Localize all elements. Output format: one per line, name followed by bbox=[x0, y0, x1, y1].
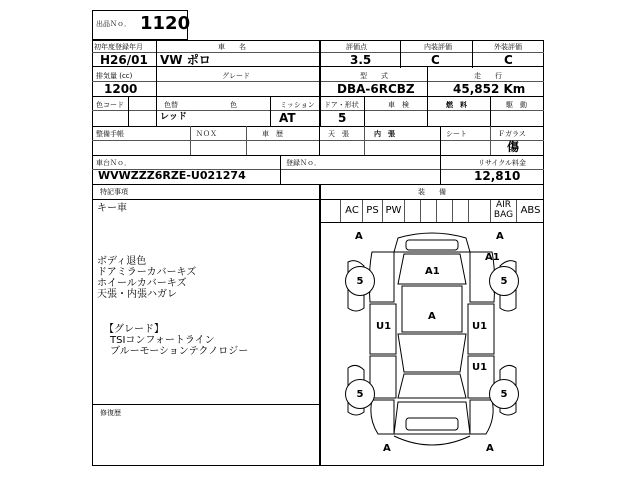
registration-label: 登録Ｎｏ． bbox=[286, 159, 321, 167]
mission: AT bbox=[279, 111, 296, 125]
mark-a-front-left: A bbox=[355, 231, 363, 242]
reg-year: H26/01 bbox=[100, 53, 148, 67]
grade-line: TSIコンフォートライン bbox=[110, 335, 215, 346]
grade-line: 【グレード】 bbox=[104, 324, 164, 335]
car-diagram bbox=[320, 222, 544, 466]
car-name: VW ポロ bbox=[160, 53, 211, 67]
lot-label: 出品Ｎｏ． bbox=[96, 20, 131, 28]
displacement-label: 排気量 (cc) bbox=[96, 72, 133, 80]
inspection-label: 車 検 bbox=[388, 101, 409, 109]
exterior-label: 外装評価 bbox=[494, 43, 522, 51]
tire-rear-left: 5 bbox=[345, 379, 375, 409]
equip-pw: PW bbox=[385, 205, 402, 216]
tire-front-right: 5 bbox=[489, 266, 519, 296]
equip-ps: PS bbox=[366, 205, 379, 216]
condition-line: ホイールカバーキズ bbox=[97, 278, 187, 289]
condition-line: ボディ退色 bbox=[97, 256, 147, 267]
color-label: 色 bbox=[230, 101, 237, 109]
mark-a-rear-left: A bbox=[383, 443, 391, 454]
recycle-label: リサイクル料金 bbox=[478, 159, 527, 167]
mark-a-center: A bbox=[428, 311, 436, 322]
lot-number: 1120 bbox=[140, 13, 191, 34]
mission-label: ミッション bbox=[280, 101, 315, 109]
repair-history-label: 修復歴 bbox=[100, 409, 121, 417]
mark-a-front-right: A bbox=[496, 231, 504, 242]
interior-grade: C bbox=[431, 53, 440, 67]
reg-year-label: 初年度登録年月 bbox=[94, 43, 143, 51]
vin-label: 車台Ｎｏ． bbox=[96, 159, 131, 167]
equip-abs: ABS bbox=[520, 205, 541, 216]
drive-label: 駆 動 bbox=[506, 101, 527, 109]
mark-u1-left: U1 bbox=[376, 321, 392, 332]
glass-label: Ｆガラス bbox=[498, 130, 526, 138]
condition-line: 天張・内張ハガレ bbox=[97, 289, 177, 300]
mark-a1-roof: A1 bbox=[425, 266, 440, 277]
fuel-label: 燃 料 bbox=[446, 101, 467, 109]
manual-label: 整備手帳 bbox=[96, 130, 124, 138]
mark-a1-right: A1 bbox=[485, 252, 500, 263]
tire-front-left: 5 bbox=[345, 266, 375, 296]
glass-value: 傷 bbox=[507, 140, 520, 154]
condition-line: ドアミラーカバーキズ bbox=[97, 267, 197, 278]
color-code-label: 色コード bbox=[96, 101, 124, 109]
seat-label: シート bbox=[446, 130, 467, 138]
model-code: DBA-6RCBZ bbox=[337, 82, 415, 96]
recycle-fee: 12,810 bbox=[474, 169, 521, 183]
special-notes: キー車 bbox=[97, 203, 127, 214]
equip-airbag: AIR BAG bbox=[493, 200, 514, 220]
nox-label: ＮＯＸ bbox=[196, 130, 217, 138]
mark-u1-right-top: U1 bbox=[472, 321, 488, 332]
model-label: 型 式 bbox=[360, 72, 388, 80]
exterior-grade: C bbox=[504, 53, 513, 67]
tire-rear-right: 5 bbox=[489, 379, 519, 409]
mileage: 45,852 Km bbox=[453, 82, 526, 96]
roof-label: 天 張 bbox=[328, 130, 349, 138]
history-label: 車 歴 bbox=[262, 130, 283, 138]
car-name-label: 車 名 bbox=[218, 43, 246, 51]
displacement: 1200 bbox=[104, 82, 138, 96]
equip-ac: AC bbox=[345, 205, 359, 216]
score-label: 評価点 bbox=[346, 43, 367, 51]
grade-label: グレード bbox=[222, 72, 250, 80]
grade-notes bbox=[104, 324, 248, 357]
doors: 5 bbox=[338, 111, 347, 125]
special-notes-label: 特記事項 bbox=[100, 188, 128, 196]
score: 3.5 bbox=[350, 53, 372, 67]
interior-label: 内装評価 bbox=[424, 43, 452, 51]
equipment-label: 装 備 bbox=[418, 188, 446, 196]
color-tone-label: 色替 bbox=[164, 101, 178, 109]
vin: WVWZZZ6RZE-U021274 bbox=[98, 169, 246, 182]
condition-notes bbox=[97, 256, 196, 300]
doors-label: ドア・形状 bbox=[324, 101, 359, 109]
mark-u1-right-bottom: U1 bbox=[472, 362, 488, 373]
grade-line: ブルーモーションテクノロジー bbox=[110, 346, 249, 357]
color-value: レッド bbox=[160, 112, 187, 122]
interior-upholstery-label: 内 張 bbox=[374, 130, 395, 138]
mark-a-rear-right: A bbox=[486, 443, 494, 454]
mileage-label: 走 行 bbox=[474, 72, 502, 80]
